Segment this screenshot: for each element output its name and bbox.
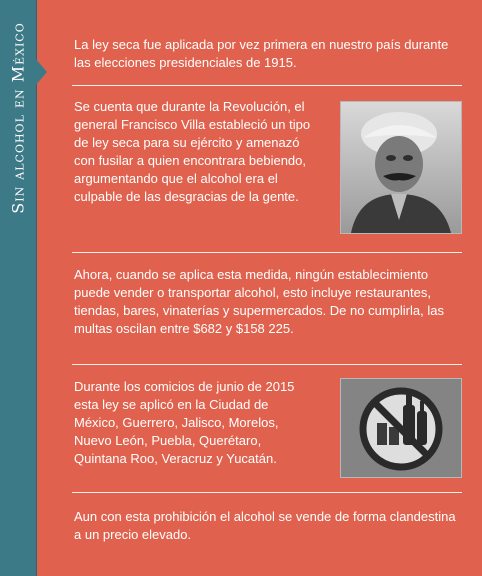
- section-comicios: Durante los comicios de junio de 2015 esta ley se aplicó en la Ciudad de México, Guerrero, Jalisco, Morelos, Nuevo León, Puebla, Querétaro, Quintana Roo, Veracruz y Yucatán.: [74, 379, 295, 466]
- villa-photo: [340, 101, 462, 234]
- section-clandestino: Aun con esta prohibición el alcohol se vende de forma clandestina a un precio elevado.: [74, 509, 456, 542]
- sidebar-notch: [35, 58, 47, 86]
- no-alcohol-sign: [340, 378, 462, 478]
- divider-1: [72, 85, 462, 86]
- divider-3: [72, 364, 462, 365]
- divider-2: [72, 252, 462, 253]
- sidebar-title: Sin alcohol en México: [8, 22, 28, 214]
- section-1915: La ley seca fue aplicada por vez primera en nuestro país durante las elecciones presidenciales de 1915.: [74, 37, 449, 70]
- section-multas: Ahora, cuando se aplica esta medida, ningún establecimiento puede vender o transportar alcohol, esto incluye restaurantes, tiendas, bares, vinaterías y supermercados. De no cumplirla, las multas oscilan entre $682 y $158 225.: [74, 267, 444, 336]
- divider-4: [72, 492, 462, 493]
- sidebar: [0, 0, 37, 576]
- section-villa: Se cuenta que durante la Revolución, el general Francisco Villa estableció un tipo de ley seca para su ejército y amenazó con fusilar a quien encontrara bebiendo, argumentando que el alcohol era el culpable de las desgracias de la gente.: [74, 99, 311, 204]
